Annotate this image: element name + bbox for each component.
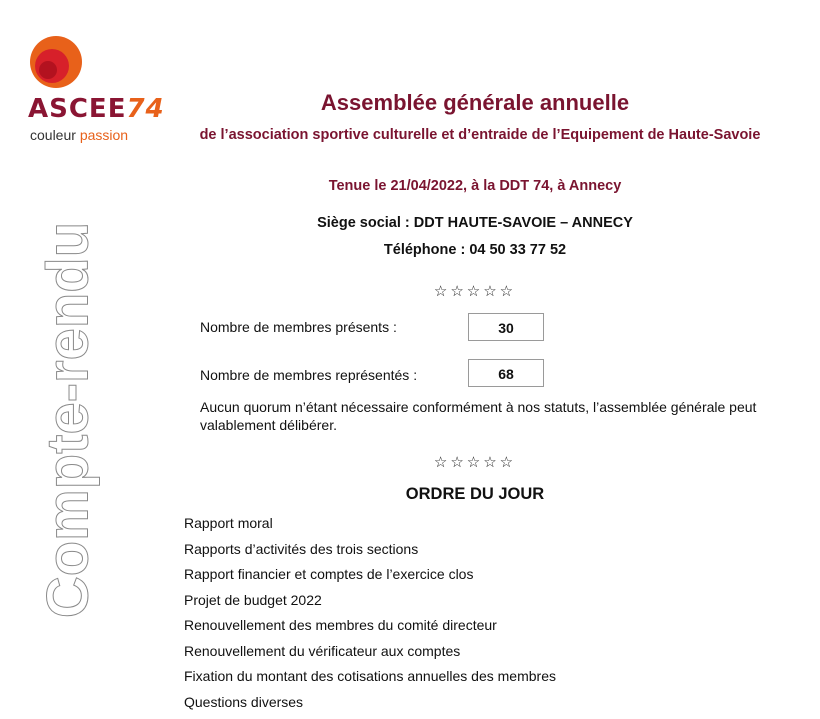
represented-count: 68 <box>468 359 544 387</box>
stars-separator: ☆☆☆☆☆ <box>433 283 517 300</box>
agenda-item: Rapports d’activités des trois sections <box>184 540 419 557</box>
stars-separator: ☆☆☆☆☆ <box>433 454 517 471</box>
phone-number: Téléphone : 04 50 33 77 52 <box>383 242 567 258</box>
ascee-logo <box>22 34 165 146</box>
represented-label: Nombre de membres représentés : <box>200 367 418 383</box>
agenda-item: Renouvellement des membres du comité directeur <box>184 617 497 633</box>
agenda-item: Projet de budget 2022 <box>184 591 322 608</box>
present-label: Nombre de membres présents : <box>200 319 397 335</box>
agenda-title: ORDRE DU JOUR <box>405 485 545 503</box>
logo-sun-icon <box>28 34 84 90</box>
agenda-item: Rapport moral <box>184 515 273 531</box>
page-subtitle: de l’association sportive culturelle et d’entraide de l’Equipement de Haute-Savoie <box>199 127 761 143</box>
agenda-item: Rapport financier et comptes de l’exercice clos <box>184 566 474 582</box>
logo-name: ASCEE74 <box>28 94 165 124</box>
agenda-list <box>184 513 556 717</box>
logo-tagline: couleur passion <box>30 127 129 143</box>
head-office: Siège social : DDT HAUTE-SAVOIE – ANNECY <box>317 215 633 231</box>
quorum-statement: Aucun quorum n’étant nécessaire conformément à nos statuts, l’assemblée générale peut valablement délibérer. <box>200 399 757 433</box>
agenda-item: Renouvellement du vérificateur aux comptes <box>184 642 461 659</box>
agenda-item: Fixation du montant des cotisations annuelles des membres <box>184 668 556 684</box>
page-title: Assemblée générale annuelle <box>320 90 630 115</box>
agenda-item: Questions diverses <box>184 693 304 710</box>
meeting-date-place: Tenue le 21/04/2022, à la DDT 74, à Annecy <box>328 178 622 194</box>
present-count: 30 <box>468 313 544 341</box>
